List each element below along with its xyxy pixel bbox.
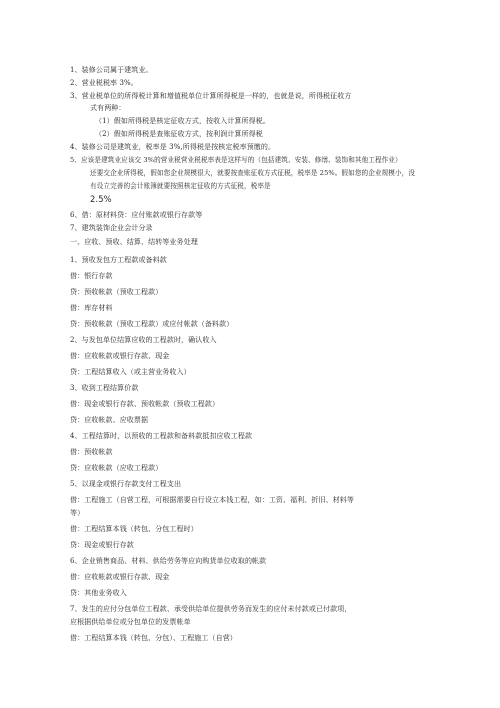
- text-line: 借：工程施工（自营工程，可根据需要自行设立本钱工程，如：工资、福利、折旧、材料等: [70, 496, 354, 504]
- text-line: 借：现金或银行存款、预收帐款（预收工程款）: [70, 400, 220, 408]
- text-line: 式有两种：: [90, 104, 126, 112]
- text-line: 贷：预收帐款（预收工程款）: [70, 288, 163, 296]
- text-line: 4、装修公司是建筑业，税率是 3%,所得税是按核定税率预缴的。: [70, 143, 276, 151]
- text-line: 3、营业税单位的所得税计算和增值税单位计算所得税是一样的，也就是说，所得税征收方: [70, 92, 352, 100]
- text-line: 贷：现金或银行存款: [70, 541, 134, 549]
- text-line: 贷：应收帐款、应收票据: [70, 416, 149, 424]
- text-line: 6、借：原材料贷：应付账款或银行存款等: [70, 211, 203, 219]
- text-line: 5、应该是建筑业应该交 3%的营业税营业税税率表是这样写的（包括建筑、安装、修缮、装饰和其他工程作业）: [70, 156, 402, 164]
- text-line: 7、发生的应付分包单位工程款、承受供给单位提供劳务而发生的应付未付款或已付款项，: [70, 605, 352, 613]
- text-line: 有设立完善的会计账簿就要按照核定征收的方式征税，税率是: [90, 182, 271, 190]
- text-line: 6、企业销售商品、材料、供给劳务等应向购货单位收取的帐款: [70, 557, 267, 565]
- text-line: 4、工程结算时，以预收的工程款和备料款抵扣应收工程款: [70, 432, 253, 440]
- text-line: 7、建筑装饰企业会计分录: [70, 224, 153, 232]
- text-line: 3、收到工程结算价款: [70, 384, 139, 392]
- text-line: 借：库存材料: [70, 304, 113, 312]
- text-line: 贷：其他业务收入: [70, 589, 127, 597]
- text-line: 借：工程结算本钱（转包、分包工程时）: [70, 525, 198, 533]
- text-line: （1）假如所得税是核定征收方式，按收入计算所得税。: [95, 117, 270, 125]
- text-line: 等）: [70, 509, 85, 517]
- text-line: 借：工程结算本钱（转包、分包）、工程施工（自营）: [70, 634, 237, 642]
- text-line: 1、预收发包方工程款或备料款: [70, 256, 167, 264]
- text-line: 借：银行存款: [70, 272, 113, 280]
- text-line: 还要交企业所得税，假如您企业规模很大，就要按查账征收方式征税，税率是 25%。假如您的企业规模小，没: [90, 169, 416, 177]
- text-line: 2.5%: [90, 194, 112, 204]
- text-line: 借：预收帐款: [70, 448, 113, 456]
- text-line: 借：应收帐款或银行存款、现金: [70, 352, 170, 360]
- text-line: 1、装修公司属于建筑业。: [70, 66, 153, 74]
- text-line: 贷：预收帐款（预收工程款）或应付帐款（备料款）: [70, 320, 234, 328]
- text-line: 贷：工程结算收入（或主营业务收入）: [70, 368, 191, 376]
- text-line: 5、以现金或银行存款支付工程支出: [70, 480, 182, 488]
- text-line: （2）假如所得税是查账征收方式，按利润计算所得税: [95, 130, 263, 138]
- section-heading: 一、应收、预收、结算、结转等业务处理: [70, 238, 198, 246]
- text-line: 2、营业税税率 3%。: [70, 79, 138, 87]
- text-line: 应根据供给单位或分包单位的发票帐单: [70, 618, 191, 626]
- text-line: 贷：应收帐款（应收工程款）: [70, 464, 163, 472]
- text-line: 借：应收帐款或银行存款、现金: [70, 573, 170, 581]
- text-line: 2、与发包单位结算应收的工程款时，确认收入: [70, 336, 217, 344]
